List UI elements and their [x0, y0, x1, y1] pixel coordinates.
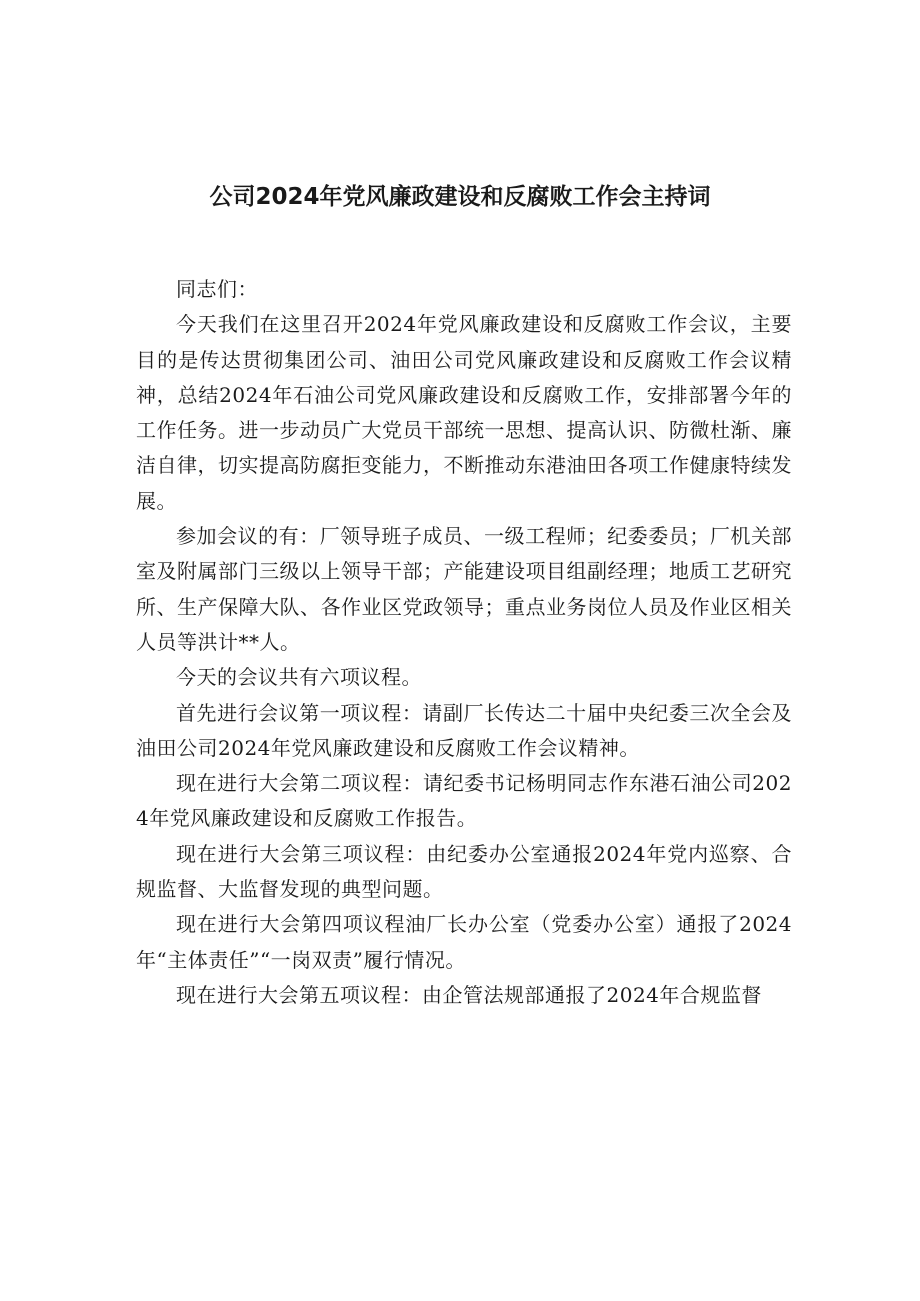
paragraph-agenda-4: 现在进行大会第四项议程油厂长办公室（党委办公室）通报了2024年“主体责任”“一岗双责”履行情况。	[136, 912, 792, 972]
paragraph-agenda-count: 今天的会议共有六项议程。	[176, 665, 422, 690]
paragraph-attendees: 参加会议的有：厂领导班子成员、一级工程师；纪委委员；厂机关部室及附属部门三级以上领导干部；产能建设项目组副经理；地质工艺研究所、生产保障大队、各作业区党政领导；重点业务岗位人员及作业区相关人员等洪计**人。	[136, 524, 792, 654]
document-title: 公司2024年党风廉政建设和反腐败工作会主持词	[209, 184, 711, 210]
paragraph-agenda-5: 现在进行大会第五项议程：由企管法规部通报了2024年合规监督	[176, 982, 762, 1007]
salutation: 同志们：	[176, 277, 258, 301]
paragraph-opening: 今天我们在这里召开2024年党风廉政建设和反腐败工作会议，主要目的是传达贯彻集团公司、油田公司党风廉政建设和反腐败工作会议精神，总结2024年石油公司党风廉政建设和反腐败工作，安排部署今年的工作任务。进一步动员广大党员干部统一思想、提高认识、防微杜渐、廉洁自律，切实提高防腐拒变能力，不断推动东港油田各项工作健康特续发展。	[136, 312, 792, 513]
paragraph-agenda-3: 现在进行大会第三项议程：由纪委办公室通报2024年党内巡察、合规监督、大监督发现的典型问题。	[136, 841, 792, 902]
paragraph-agenda-2: 现在进行大会第二项议程：请纪委书记杨明同志作东港石油公司2024年党风廉政建设和反腐败工作报告。	[136, 771, 792, 831]
document-body	[136, 272, 792, 1013]
paragraph-agenda-1: 首先进行会议第一项议程：请副厂长传达二十届中央纪委三次全会及油田公司2024年党风廉政建设和反腐败工作会议精神。	[136, 700, 792, 760]
